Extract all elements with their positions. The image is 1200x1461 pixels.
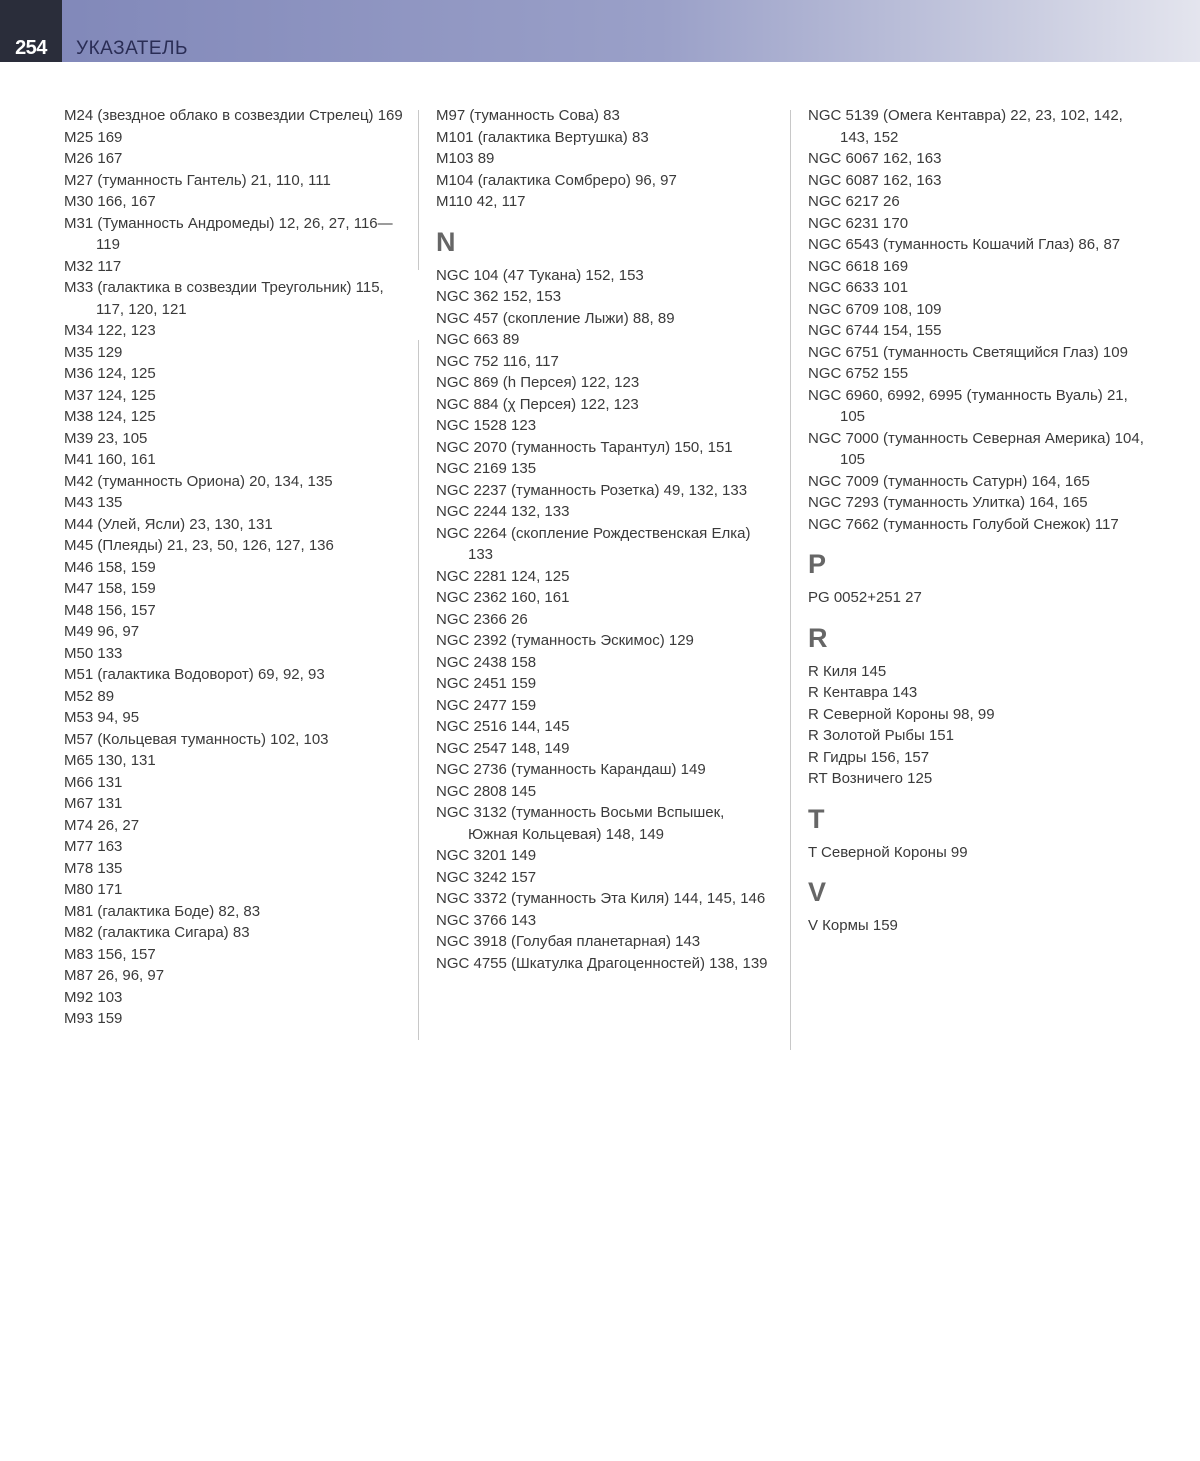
index-entry: NGC 2451 159 xyxy=(436,675,537,692)
index-entry: R Золотой Рыбы 151 xyxy=(808,727,954,744)
index-entry: M67 131 xyxy=(64,795,123,812)
index-column-2 xyxy=(436,105,776,974)
index-entry: M110 42, 117 xyxy=(436,193,526,210)
index-entry: M87 26, 96, 97 xyxy=(64,967,165,984)
index-entry: NGC 7000 (туманность Северная Америка) 104, 105 xyxy=(808,429,1144,468)
index-entry: NGC 2264 (скопление Рождественская Елка) 133 xyxy=(436,524,751,563)
index-entry: M53 94, 95 xyxy=(64,709,140,726)
index-entry: M31 (Туманность Андромеды) 12, 26, 27, 116—119 xyxy=(64,214,393,253)
index-entry: NGC 6543 (туманность Кошачий Глаз) 86, 87 xyxy=(808,236,1121,253)
entry-list xyxy=(808,842,1148,864)
index-entry: NGC 6618 169 xyxy=(808,257,909,275)
index-entry: R Киля 145 xyxy=(808,662,887,680)
index-entry: NGC 1528 123 xyxy=(436,417,537,434)
entry-list xyxy=(64,105,404,1030)
index-entry: M80 171 xyxy=(64,881,123,898)
section-letter-t: T xyxy=(808,803,825,834)
index-entry: M92 103 xyxy=(64,988,123,1006)
index-entry: NGC 2808 145 xyxy=(436,782,537,800)
index-entry: R Северной Короны 98, 99 xyxy=(808,705,995,723)
index-entry: NGC 2477 159 xyxy=(436,696,537,714)
index-entry: NGC 362 152, 153 xyxy=(436,288,562,305)
index-entry: NGC 6751 (туманность Светящийся Глаз) 109 xyxy=(808,343,1128,361)
entry-list xyxy=(808,587,1148,609)
index-entry: M25 169 xyxy=(64,128,123,146)
index-column-1 xyxy=(64,105,404,1030)
index-entry: NGC 2237 (туманность Розетка) 49, 132, 133 xyxy=(436,481,748,499)
index-entry: M78 135 xyxy=(64,859,123,877)
index-entry: NGC 6709 108, 109 xyxy=(808,300,942,318)
index-entry: NGC 6087 162, 163 xyxy=(808,171,942,189)
index-entry: RT Возничего 125 xyxy=(808,770,933,787)
index-entry: M103 89 xyxy=(436,150,495,167)
index-entry: NGC 6231 170 xyxy=(808,214,909,232)
index-entry: NGC 2281 124, 125 xyxy=(436,567,570,585)
index-entry: V Кормы 159 xyxy=(808,917,898,934)
index-entry: M97 (туманность Сова) 83 xyxy=(436,107,620,124)
index-entry: NGC 752 116, 117 xyxy=(436,352,559,370)
index-entry: M46 158, 159 xyxy=(64,558,156,576)
index-entry: M47 158, 159 xyxy=(64,580,156,597)
section-letter-r: R xyxy=(808,622,828,653)
index-entry: M35 129 xyxy=(64,343,123,361)
index-entry: NGC 884 (χ Персея) 122, 123 xyxy=(436,395,639,413)
index-entry: NGC 6067 162, 163 xyxy=(808,150,942,167)
index-entry: NGC 2070 (туманность Тарантул) 150, 151 xyxy=(436,438,733,456)
section-letter-n: N xyxy=(436,226,456,257)
page-number: 254 xyxy=(0,0,62,62)
index-entry: NGC 663 89 xyxy=(436,331,520,348)
index-entry: M50 133 xyxy=(64,644,123,662)
index-entry: M27 (туманность Гантель) 21, 110, 111 xyxy=(64,171,331,189)
index-entry: NGC 3242 157 xyxy=(436,868,537,886)
column-divider xyxy=(790,110,791,1050)
index-entry: M81 (галактика Боде) 82, 83 xyxy=(64,902,261,920)
index-entry: M32 117 xyxy=(64,257,122,275)
index-entry: NGC 2392 (туманность Эскимос) 129 xyxy=(436,632,694,649)
index-entry: NGC 7009 (туманность Сатурн) 164, 165 xyxy=(808,472,1090,490)
index-entry: M66 131 xyxy=(64,773,123,791)
index-entry: NGC 6744 154, 155 xyxy=(808,322,942,339)
index-entry: M104 (галактика Сомбреро) 96, 97 xyxy=(436,171,677,189)
index-entry: NGC 2438 158 xyxy=(436,653,537,671)
section-letter-v: V xyxy=(808,877,827,907)
section-letter-p: P xyxy=(808,549,827,579)
index-entry: NGC 3918 (Голубая планетарная) 143 xyxy=(436,933,701,950)
index-column-3 xyxy=(808,105,1148,937)
index-entry: M77 163 xyxy=(64,838,123,855)
entry-list xyxy=(808,661,1148,790)
index-entry: M44 (Улей, Ясли) 23, 130, 131 xyxy=(64,515,273,533)
index-entry: NGC 2736 (туманность Карандаш) 149 xyxy=(436,761,706,778)
index-entry: M38 124, 125 xyxy=(64,408,156,425)
index-entry: NGC 6960, 6992, 6995 (туманность Вуаль) 21, 105 xyxy=(808,386,1128,425)
index-entry: R Кентавра 143 xyxy=(808,684,918,701)
index-entry: R Гидры 156, 157 xyxy=(808,748,930,766)
index-entry: M82 (галактика Сигара) 83 xyxy=(64,924,250,941)
index-entry: M83 156, 157 xyxy=(64,945,156,963)
page-title: УКАЗАТЕЛЬ xyxy=(76,38,188,59)
index-entry: NGC 104 (47 Тукана) 152, 153 xyxy=(436,266,644,284)
index-entry: NGC 7293 (туманность Улитка) 164, 165 xyxy=(808,494,1088,511)
index-entry: M30 166, 167 xyxy=(64,193,156,210)
index-entry: M57 (Кольцевая туманность) 102, 103 xyxy=(64,730,329,748)
column-divider xyxy=(418,340,419,1040)
index-entry: NGC 2362 160, 161 xyxy=(436,589,570,606)
entry-list xyxy=(436,265,776,975)
index-entry: NGC 6217 26 xyxy=(808,193,900,210)
index-entry: M26 167 xyxy=(64,150,123,167)
column-divider xyxy=(418,110,419,270)
index-entry: M101 (галактика Вертушка) 83 xyxy=(436,128,649,146)
index-entry: M41 160, 161 xyxy=(64,451,156,468)
index-entry: M37 124, 125 xyxy=(64,386,156,404)
index-entry: M43 135 xyxy=(64,494,123,511)
index-entry: M65 130, 131 xyxy=(64,752,156,769)
index-entry: M24 (звездное облако в созвездии Стрелец) 169 xyxy=(64,107,403,124)
index-entry: M45 (Плеяды) 21, 23, 50, 126, 127, 136 xyxy=(64,537,334,554)
index-entry: M48 156, 157 xyxy=(64,601,156,619)
index-entry: M49 96, 97 xyxy=(64,623,140,640)
index-entry: M39 23, 105 xyxy=(64,429,148,447)
index-entry: NGC 2169 135 xyxy=(436,460,537,477)
entry-list xyxy=(436,105,776,213)
index-entry: PG 0052+251 27 xyxy=(808,589,922,606)
index-entry: NGC 7662 (туманность Голубой Снежок) 117 xyxy=(808,515,1119,533)
entry-list xyxy=(808,915,1148,937)
index-entry: M36 124, 125 xyxy=(64,365,156,382)
index-entry: NGC 2244 132, 133 xyxy=(436,503,570,520)
index-entry: NGC 3766 143 xyxy=(436,911,537,929)
index-entry: NGC 2366 26 xyxy=(436,610,528,628)
index-entry: M52 89 xyxy=(64,687,115,705)
index-entry: NGC 6633 101 xyxy=(808,279,909,296)
index-entry: NGC 869 (h Персея) 122, 123 xyxy=(436,374,640,391)
index-entry: M42 (туманность Ориона) 20, 134, 135 xyxy=(64,472,333,490)
index-entry: NGC 3201 149 xyxy=(436,847,537,864)
index-entry: NGC 4755 (Шкатулка Драгоценностей) 138, 139 xyxy=(436,954,768,972)
entry-list xyxy=(808,105,1148,535)
index-entry: M33 (галактика в созвездии Треугольник) 115, 117, 120, 121 xyxy=(64,279,384,318)
index-entry: M34 122, 123 xyxy=(64,322,156,339)
index-entry: M51 (галактика Водоворот) 69, 92, 93 xyxy=(64,666,325,683)
index-entry: M74 26, 27 xyxy=(64,816,140,834)
index-entry: T Северной Короны 99 xyxy=(808,843,968,861)
index-entry: NGC 3372 (туманность Эта Киля) 144, 145, 146 xyxy=(436,890,766,907)
index-entry: NGC 3132 (туманность Восьми Вспышек, Южная Кольцевая) 148, 149 xyxy=(436,804,725,843)
index-entry: NGC 457 (скопление Лыжи) 88, 89 xyxy=(436,309,675,327)
index-entry: M93 159 xyxy=(64,1010,123,1027)
index-entry: NGC 6752 155 xyxy=(808,365,909,382)
index-entry: NGC 5139 (Омега Кентавра) 22, 23, 102, 142, 143, 152 xyxy=(808,107,1123,146)
index-entry: NGC 2516 144, 145 xyxy=(436,718,570,735)
index-entry: NGC 2547 148, 149 xyxy=(436,739,570,757)
